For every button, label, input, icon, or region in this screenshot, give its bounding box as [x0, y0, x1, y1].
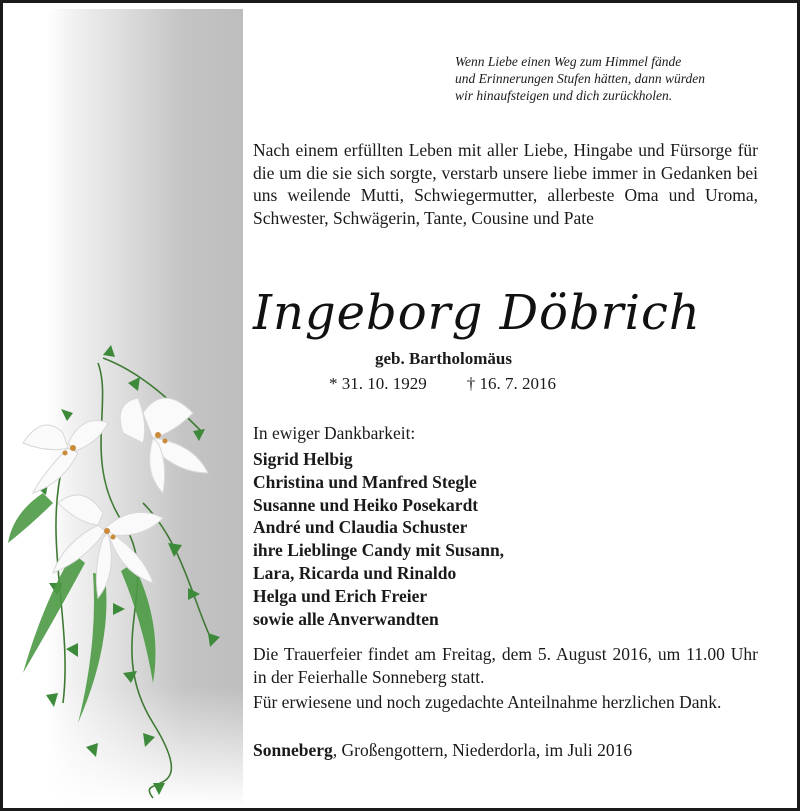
maiden-name: geb. Bartholomäus: [375, 349, 512, 368]
poem-line: und Erinnerungen Stufen hätten, dann würden: [455, 71, 705, 86]
life-dates: [329, 374, 556, 394]
poem-line: wir hinaufsteigen und dich zurückholen.: [455, 88, 673, 103]
mourner-entry: Susanne und Heiko Posekardt: [253, 494, 479, 515]
thanks-label: In ewiger Dankbarkeit:: [253, 423, 416, 443]
intro-paragraph: Nach einem erfüllten Leben mit aller Liebe, Hingabe und Fürsorge für die um die sie sich sorgte, verstarb unsere liebe immer in Gedanken bei uns weilende Mutti, Schwiegermutter, allerbeste Oma und Uroma, Schwester, Schwägerin, Tante, Cousine und Pate: [253, 140, 758, 228]
lily-bouquet-image: [3, 343, 243, 803]
mourner-entry: sowie alle Anverwandten: [253, 608, 439, 629]
mourners-list: [253, 448, 504, 630]
memorial-poem: [455, 53, 705, 104]
gratitude-note: Für erwiesene und noch zugedachte Anteilnahme herzlichen Dank.: [253, 692, 722, 712]
place-rest: , Großengottern, Niederdorla, im Juli 2016: [332, 740, 633, 760]
funeral-notice: Die Trauerfeier findet am Freitag, dem 5. August 2016, um 11.00 Uhr in der Feierhalle Sonneberg statt.: [253, 644, 758, 687]
mourner-entry: ihre Lieblinge Candy mit Susann,: [253, 540, 505, 561]
place-and-date: [253, 740, 632, 761]
mourner-entry: André und Claudia Schuster: [253, 517, 468, 538]
death-date: † 16. 7. 2016: [466, 374, 556, 393]
mourner-entry: Helga und Erich Freier: [253, 585, 428, 606]
mourner-entry: Christina und Manfred Stegle: [253, 471, 477, 492]
poem-line: Wenn Liebe einen Weg zum Himmel fände: [455, 54, 682, 69]
mourner-entry: Sigrid Helbig: [253, 449, 353, 469]
place-bold: Sonneberg: [253, 740, 333, 760]
deceased-name: Ingeborg Döbrich: [253, 285, 701, 341]
mourner-entry: Lara, Ricarda und Rinaldo: [253, 562, 457, 583]
birth-date: * 31. 10. 1929: [329, 374, 427, 393]
